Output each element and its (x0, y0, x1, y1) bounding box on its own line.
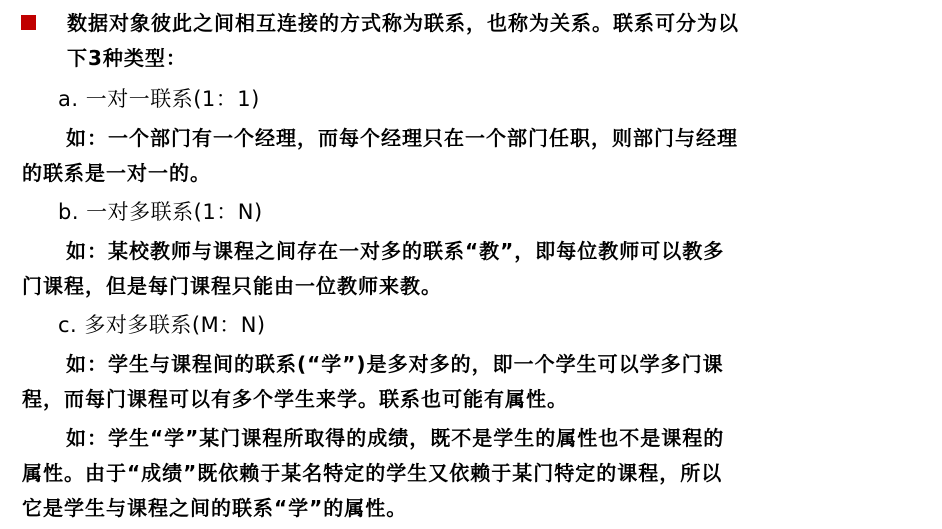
example-one-to-one-line-2: 的联系是一对一的。 (22, 161, 211, 185)
type-heading-one-to-many: b. 一对多联系(1：N) (58, 200, 263, 224)
attribute-example-line-2: 属性。由于“成绩”既依赖于某名特定的学生又依赖于某门特定的课程，所以 (22, 461, 723, 485)
attribute-example-line-3: 它是学生与课程之间的联系“学”的属性。 (22, 496, 408, 520)
example-one-to-many-line-2: 门课程，但是每门课程只能由一位教师来教。 (22, 274, 442, 298)
square-bullet-icon (21, 15, 36, 30)
example-many-to-many-line-1: 如：学生与课程间的联系(“学”)是多对多的，即一个学生可以学多门课 (66, 352, 724, 376)
attribute-example-line-1: 如：学生“学”某门课程所取得的成绩，既不是学生的属性也不是课程的 (66, 426, 725, 450)
intro-line-2: 下3种类型： (67, 46, 187, 70)
example-many-to-many-line-2: 程，而每门课程可以有多个学生来学。联系也可能有属性。 (22, 387, 568, 411)
type-heading-one-to-one: a. 一对一联系(1：1) (58, 87, 260, 111)
example-one-to-many-line-1: 如：某校教师与课程之间存在一对多的联系“教”，即每位教师可以教多 (66, 239, 725, 263)
type-heading-many-to-many: c. 多对多联系(M：N) (58, 313, 266, 337)
intro-line-1: 数据对象彼此之间相互连接的方式称为联系，也称为关系。联系可分为以 (67, 11, 739, 35)
example-one-to-one-line-1: 如：一个部门有一个经理，而每个经理只在一个部门任职，则部门与经理 (66, 126, 738, 150)
